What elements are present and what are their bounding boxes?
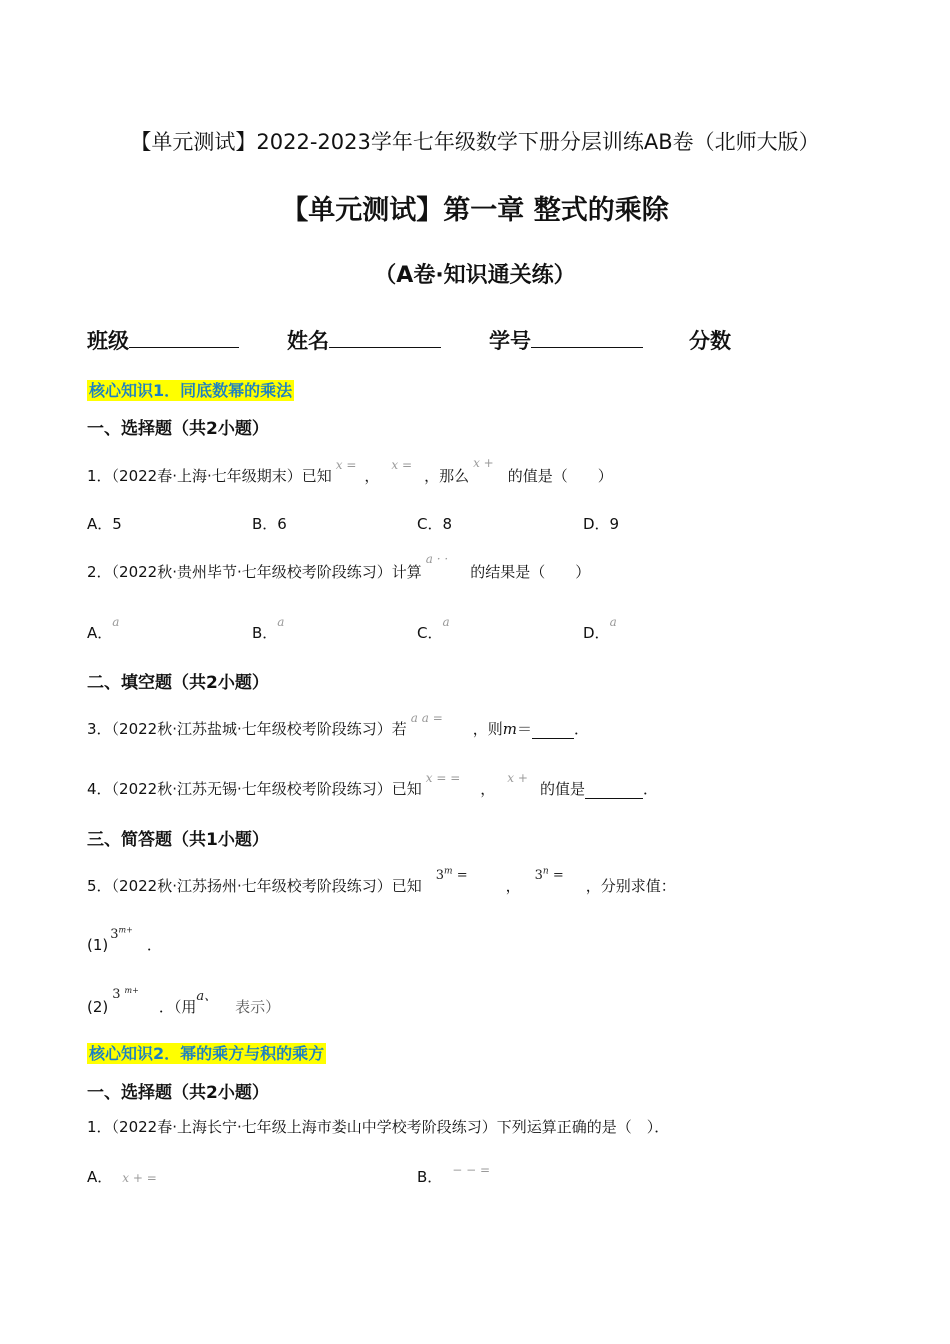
q1-option-b[interactable]: B．6 [252,515,287,533]
q1-option-a[interactable]: A．5 [87,515,122,533]
knowledge-heading-2: 核心知识2．幂的乘方与积的乘方 [89,1044,325,1063]
s2-q1-option-a[interactable]: A． x + = [87,1168,157,1186]
q4-answer-blank[interactable] [585,780,643,799]
knowledge-heading-1: 核心知识1．同底数幂的乘法 [89,381,293,400]
question-2-1: 1．（2022春·上海长宁·七年级上海市娄山中学校考阶段练习）下列运算正确的是（ ）． [87,1118,670,1136]
class-label: 班级 [87,329,129,353]
question-5: 5．（2022秋·江苏扬州·七年级校考阶段练习）已知$3^m$ =，$3^n$ =，分别求值： [87,866,676,895]
section-short-answer-1: 三、简答题（共1小题） [87,830,269,850]
question-3: 3．（2022秋·江苏盐城·七年级校考阶段练习）若$^{a a =}$，则m＝ ． [87,711,590,738]
class-field [87,325,239,355]
class-blank[interactable] [129,347,239,348]
q2-option-a[interactable]: A．$^a$ [87,615,120,642]
id-field [489,325,643,355]
document-supertitle: 【单元测试】2022-2023学年七年级数学下册分层训练AB卷（北师大版） [130,130,820,154]
name-label: 姓名 [287,329,329,353]
question-2: 2．（2022秋·贵州毕节·七年级校考阶段练习）计算$^{a \cdot \cdot}$的结果是（ ） [87,552,591,581]
q1-option-c[interactable]: C．8 [417,515,453,533]
question-1: 1．（2022春·上海·七年级期末）已知$^{x =}$，$^{x =}$，那么$^{x +}$的值是（ ） [87,456,613,485]
document-subtitle: （A卷·知识通关练） [374,263,576,288]
name-field [287,325,441,355]
s2-q1-option-b[interactable]: B． − − = [417,1163,491,1186]
question-5-part-1: $(1)3^{m+}$． [87,925,162,954]
q2-option-c[interactable]: C．$^a$ [417,615,450,642]
document-title: 【单元测试】第一章 整式的乘除 [281,195,669,226]
q3-answer-blank[interactable] [532,720,574,739]
section-choice-2: 一、选择题（共2小题） [87,1083,269,1103]
q1-option-d[interactable]: D．9 [583,515,620,533]
score-label: 分数 [689,329,731,353]
section-fill-1: 二、填空题（共2小题） [87,673,269,693]
section-choice-1: 一、选择题（共2小题） [87,419,269,439]
question-5-part-2: (2)3 $^{m+}$．（用a、表示） [87,985,281,1016]
id-blank[interactable] [531,347,643,348]
q2-option-d[interactable]: D．$^a$ [583,615,617,642]
question-4: 4．（2022秋·江苏无锡·七年级校考阶段练习）已知$^{x = =}$，$^{x +}$的值是 ． [87,771,658,798]
id-label: 学号 [489,329,531,353]
q2-option-b[interactable]: B．$^a$ [252,615,285,642]
score-field [689,325,731,355]
name-blank[interactable] [329,347,441,348]
